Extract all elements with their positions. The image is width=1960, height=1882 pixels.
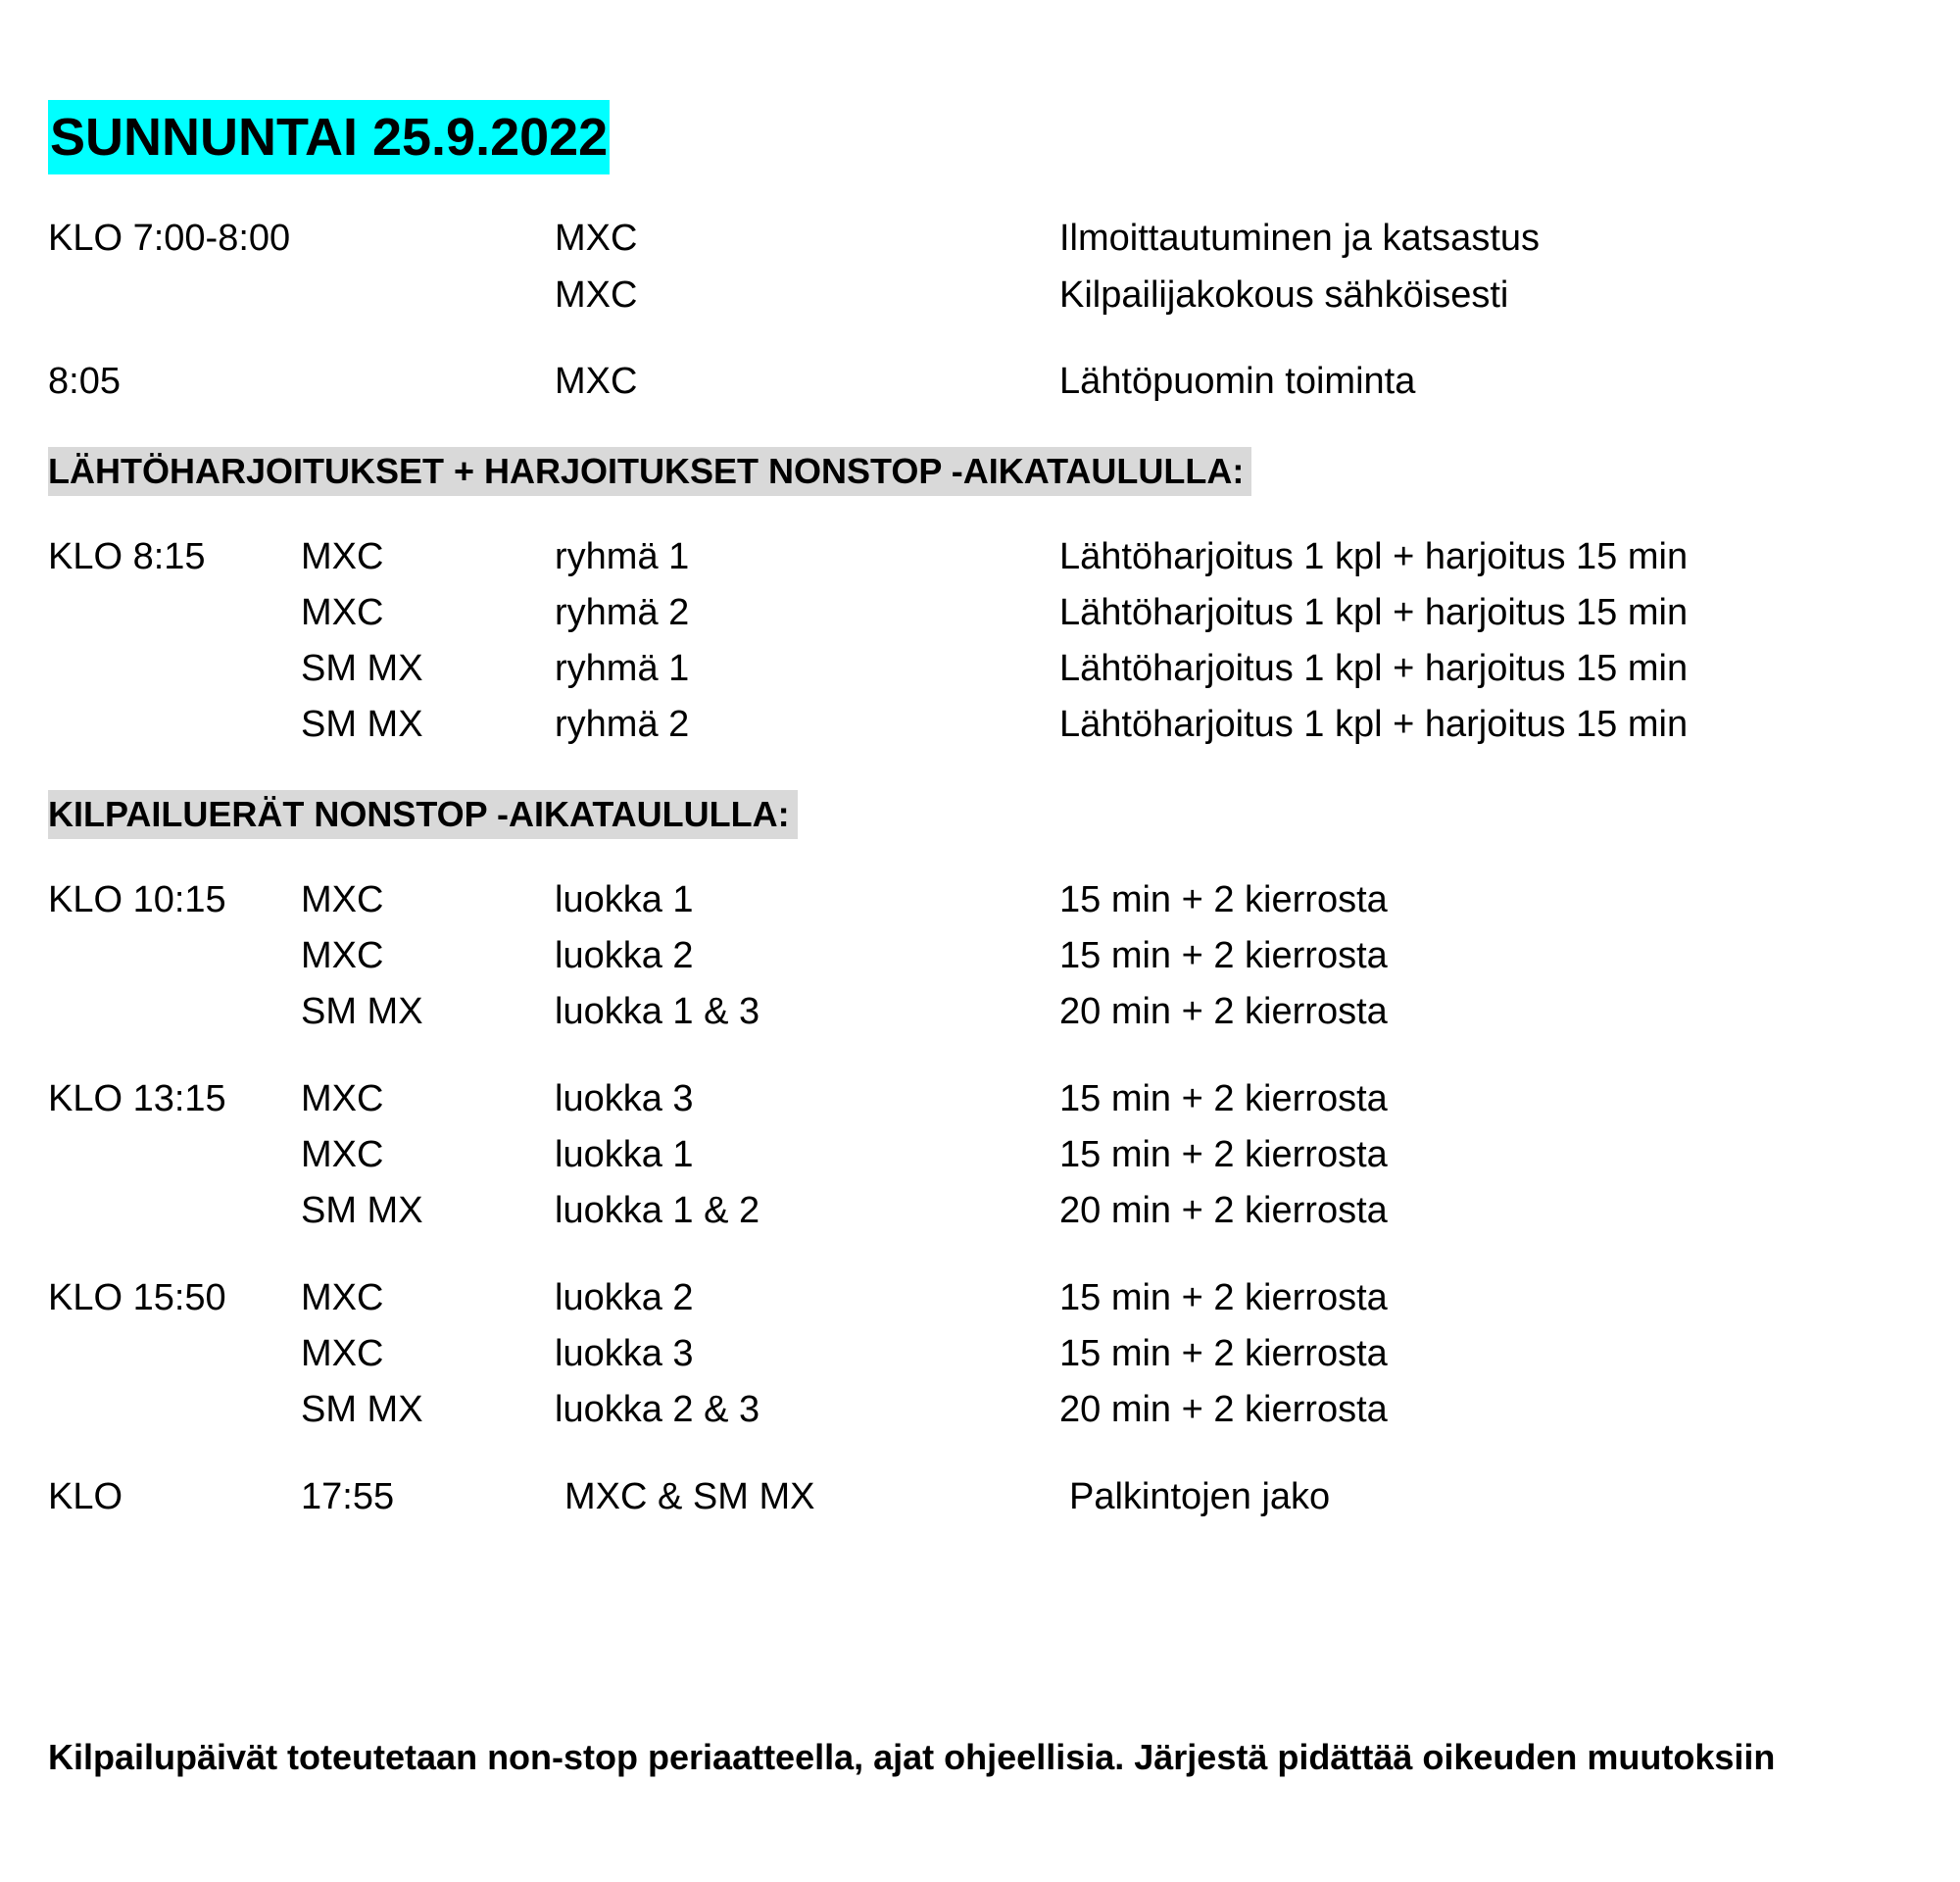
schedule-time: KLO 13:15 [48, 1078, 226, 1119]
morning-class: MXC [555, 274, 638, 316]
schedule-class: MXC [301, 1078, 384, 1119]
schedule-group: ryhmä 1 [555, 648, 690, 689]
schedule-activity: 15 min + 2 kierrosta [1059, 1333, 1388, 1374]
schedule-activity: 15 min + 2 kierrosta [1059, 1134, 1388, 1175]
schedule-class: SM MX [301, 991, 423, 1032]
schedule-group: ryhmä 2 [555, 592, 690, 633]
morning-activity: Ilmoittautuminen ja katsastus [1059, 218, 1541, 259]
schedule-activity: Lähtöharjoitus 1 kpl + harjoitus 15 min [1059, 592, 1689, 633]
section-heading-races: KILPAILUERÄT NONSTOP -AIKATAULULLA: [48, 790, 798, 839]
page-title: SUNNUNTAI 25.9.2022 [48, 100, 610, 174]
schedule-class: SM MX [301, 1389, 423, 1430]
schedule-class: MXC [301, 1134, 384, 1175]
schedule-class: MXC [301, 1277, 384, 1318]
schedule-class: MXC [301, 592, 384, 633]
schedule-activity: 15 min + 2 kierrosta [1059, 1277, 1388, 1318]
schedule-activity: Lähtöharjoitus 1 kpl + harjoitus 15 min [1059, 536, 1689, 577]
schedule-group: luokka 1 & 3 [555, 991, 760, 1032]
awards-class: MXC & SM MX [564, 1476, 815, 1517]
schedule-activity: 20 min + 2 kierrosta [1059, 1190, 1388, 1231]
awards-activity: Palkintojen jako [1069, 1476, 1331, 1517]
section-heading-practice: LÄHTÖHARJOITUKSET + HARJOITUKSET NONSTOP -AIKATAULULLA: [48, 447, 1251, 496]
schedule-class: SM MX [301, 648, 423, 689]
schedule-group: luokka 2 [555, 1277, 694, 1318]
schedule-group: luokka 3 [555, 1333, 694, 1374]
schedule-time: KLO 15:50 [48, 1277, 226, 1318]
schedule-group: luokka 2 [555, 935, 694, 976]
schedule-class: MXC [301, 935, 384, 976]
schedule-time: KLO 10:15 [48, 879, 226, 920]
schedule-class: MXC [301, 536, 384, 577]
schedule-group: ryhmä 1 [555, 536, 690, 577]
schedule-group: ryhmä 2 [555, 704, 690, 745]
morning-class: MXC [555, 361, 638, 402]
schedule-activity: 15 min + 2 kierrosta [1059, 879, 1388, 920]
schedule-activity: 20 min + 2 kierrosta [1059, 1389, 1388, 1430]
schedule-group: luokka 1 [555, 1134, 694, 1175]
morning-time: 8:05 [48, 361, 121, 402]
schedule-activity: 15 min + 2 kierrosta [1059, 1078, 1388, 1119]
morning-activity: Kilpailijakokous sähköisesti [1059, 274, 1509, 316]
schedule-activity: Lähtöharjoitus 1 kpl + harjoitus 15 min [1059, 704, 1689, 745]
morning-activity: Lähtöpuomin toiminta [1059, 361, 1416, 402]
schedule-activity: 15 min + 2 kierrosta [1059, 935, 1388, 976]
morning-class: MXC [555, 218, 638, 259]
schedule-group: luokka 1 [555, 879, 694, 920]
morning-time: KLO 7:00-8:00 [48, 218, 291, 259]
schedule-group: luokka 3 [555, 1078, 694, 1119]
schedule-class: SM MX [301, 704, 423, 745]
schedule-activity: 20 min + 2 kierrosta [1059, 991, 1388, 1032]
schedule-class: MXC [301, 879, 384, 920]
schedule-activity: Lähtöharjoitus 1 kpl + harjoitus 15 min [1059, 648, 1689, 689]
schedule-time: KLO 8:15 [48, 536, 206, 577]
awards-label: KLO [48, 1476, 123, 1517]
schedule-class: SM MX [301, 1190, 423, 1231]
schedule-class: MXC [301, 1333, 384, 1374]
awards-time: 17:55 [301, 1476, 395, 1517]
schedule-group: luokka 2 & 3 [555, 1389, 760, 1430]
footer-note: Kilpailupäivät toteutetaan non-stop periaatteella, ajat ohjeellisia. Järjestä pidättää oikeuden muutoksiin [48, 1737, 1776, 1777]
schedule-group: luokka 1 & 2 [555, 1190, 760, 1231]
